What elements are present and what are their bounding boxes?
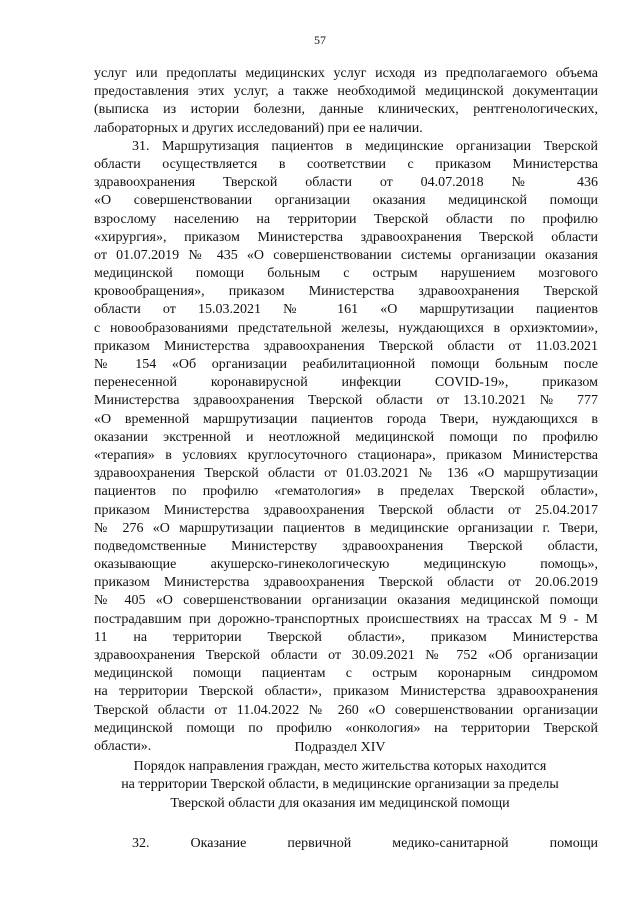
main-text [94,65,598,756]
subsection-heading-line: на территории Тверской области, в медицинские организации за пределы [121,777,559,792]
text-line: медицинской помощи больным с острым нарушением мозгового [94,266,598,282]
text-line: кровообращения», приказом Министерства здравоохранения Тверской [94,284,598,300]
text-line: приказом Министерства здравоохранения Тверской области от 25.04.2017 [94,502,598,518]
text-line: здравоохранения Тверской области от 04.07.2018 № 436 [94,175,598,191]
text-line: лабораторных и других исследований) при ее наличии. [94,120,423,136]
text-line: оказывающие акушерско-гинекологическую медицинскую помощь», [94,557,598,573]
text-line: № 154 «Об организации реабилитационной помощи больным после [94,357,598,372]
text-line: оказании экстренной и неотложной медицинской помощи по профилю [94,429,598,445]
text-line: (выписка из истории болезни, данные клинических, рентгенологических, [94,102,598,118]
paragraph-intro [94,65,598,138]
text-line: приказом Министерства здравоохранения Тверской области от 11.03.2021 [94,338,598,354]
text-line: 11 на территории Тверской области», приказом Министерства [94,629,598,645]
text-line: области осуществляется в соответствии с приказом Министерства [94,156,598,172]
text-line: услуг или предоплаты медицинских услуг исходя из предполагаемого объема [94,66,598,81]
subsection-title: Подраздел XIV [294,740,386,755]
text-line: «О совершенствовании организации оказания медицинской помощи [94,193,598,209]
text-line: предоставления этих услуг, а также необходимой медицинской документации [94,84,598,100]
text-line: с новообразованиями предстательной железы, нуждающихся в орхиэктомии», [94,320,598,336]
text-line: «хирургия», приказом Министерства здравоохранения Тверской области [94,229,598,245]
text-line: здравоохранения Тверской области от 30.09.2021 № 752 «Об организации [94,648,598,663]
subsection-heading [60,739,620,813]
subsection-heading-line: Порядок направления граждан, место жительства которых находится [133,758,547,774]
text-line: пациентов по профилю «гематология» в пределах Тверской области», [94,484,598,500]
text-line: № 276 «О маршрутизации пациентов в медицинские организации г. Твери, [94,520,598,536]
text-line: «О временной маршрутизации пациентов города Твери, нуждающихся в [94,411,598,427]
text-line: приказом Министерства здравоохранения Тверской области от 20.06.2019 [94,575,598,591]
text-line: «терапия» в условиях круглосуточного стационара», приказом Министерства [94,447,598,463]
text-line: на территории Тверской области», приказом Министерства здравоохранения [94,684,598,700]
text-line: взрослому населению на территории Тверской области по профилю [94,211,598,227]
text-line: области от 15.03.2021 № 161 «О маршрутизации пациентов [94,302,598,318]
text-line: области». [94,738,152,754]
text-line: перенесенной коронавирусной инфекции COVID-19», приказом [94,375,598,391]
paragraph-31 [94,138,598,756]
text-line: здравоохранения Тверской области от 01.03.2021 № 136 «О маршрутизации [94,466,598,482]
text-line: 32. Оказание первичной медико-санитарной помощи [132,836,598,851]
paragraph-32 [94,835,598,853]
text-line: подведомственные Министерству здравоохранения Тверской области, [94,538,598,554]
text-line: Министерства здравоохранения Тверской области от 13.10.2021 № 777 [94,393,598,409]
text-line: № 405 «О совершенствовании организации оказания медицинской помощи [94,593,598,609]
text-line: пострадавшим при дорожно-транспортных происшествиях на трассах М 9 - М [94,611,598,627]
text-line: от 01.07.2019 № 435 «О совершенствовании системы организации оказания [94,247,598,263]
subsection-heading-line: Тверской области для оказания им медицинской помощи [170,795,510,811]
page-number: 57 [314,33,326,47]
text-line: медицинской помощи по профилю «онкология» на территории Тверской [94,720,598,736]
text-line: 31. Маршрутизация пациентов в медицинские организации Тверской [132,138,598,154]
text-line: Тверской области от 11.04.2022 № 260 «О совершенствовании организации [94,702,598,718]
text-line: медицинской помощи пациентам с острым коронарным синдромом [94,666,598,682]
